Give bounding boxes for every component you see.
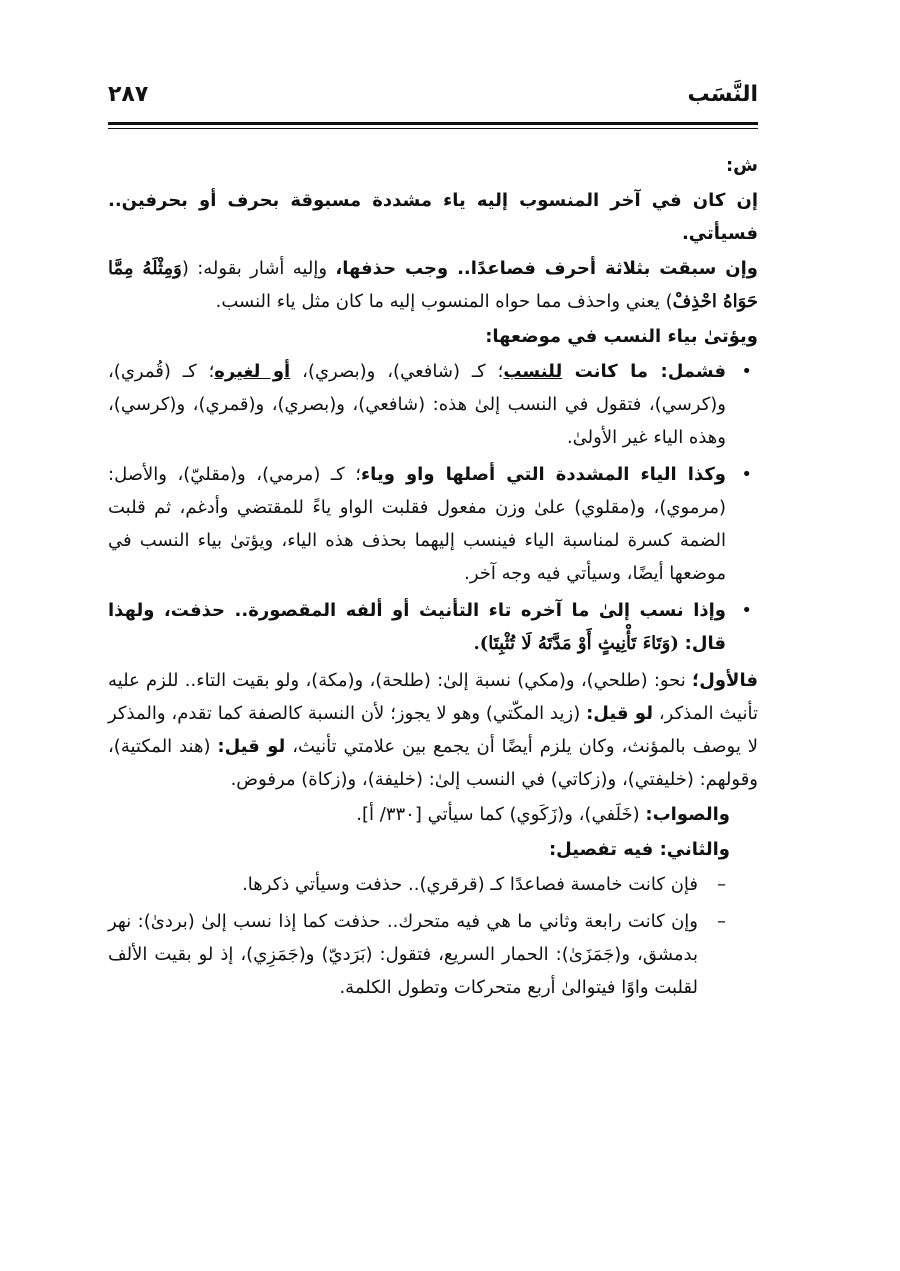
b1-e: ؛ كـ (قُمري)، و(كرسي)، فتقول في النسب إلىٰ هذه: (شافعي)، و(بصري)، و(قمري)، و(كرسي)، وهذه الياء غير الأولىٰ. [108,361,726,448]
bullet-item-2 [108,458,758,590]
b1-a: فشمل: ما كانت [562,361,726,382]
paragraph-4 [108,664,758,796]
p2-text2: ) يعني واحذف مما حواه المنسوب إليه ما كان مثل ياء النسب. [215,291,673,312]
dash-item-2: – وإن كانت رابعة وثاني ما هي فيه متحرك.. حذفت كما إذا نسب إلىٰ (بردىٰ): نهر بدمشق، و(جَمَزَىٰ): الحمار السريع، فتقول: (بَرَديّ) و(جَمَزِي)، إذ لو بقيت الألف لقلبت واوًا فيتوالىٰ أربع متحركات وتطول الكلمة. [108,905,730,1004]
p5-text: (خَلَفي)، و(زَكَوي) كما سيأتي [٣٣٠/ أ]. [356,804,646,825]
paragraph-2 [108,252,758,318]
p4-b: (زيد المكّتي) وهو لا يجوز؛ لأن النسبة كالصفة كما تقدم، والمذكر لا يوصف بالمؤنث، وكان يلزم أيضًا أن يجمع بين علامتي تأنيث، [108,703,758,757]
bullet-item-3 [108,594,758,660]
b2-bold: وكذا الياء المشددة التي أصلها واو وياء [360,464,726,485]
dash-item-1: – فإن كانت خامسة فصاعدًا كـ (قرقري).. حذفت وسيأتي ذكرها. [108,868,730,901]
p4-c-bold: لو قيل: [217,736,286,757]
p4-a-bold: فالأول؛ [692,670,758,691]
b1-b: للنسب [503,361,563,382]
b1-c: ؛ كـ (شافعي)، و(بصري)، [290,361,504,382]
paragraph-3: ويؤتىٰ بياء النسب في موضعها: [485,326,758,347]
page-header [108,78,758,120]
bullet-item-1 [108,355,758,454]
page-number: ٢٨٧ [108,82,149,107]
paragraph-6: والثاني: فيه تفصيل: [548,839,730,860]
b3-quote: (وَتَاءَ تَأْنِيثٍ أَوْ مَدَّتَهُ لَا تُثْبِتَا). [473,633,679,654]
page-body [108,149,758,1004]
p5-bold: والصواب: [645,804,730,825]
dash-list [108,868,758,1004]
b2-text: ؛ كـ (مرمي)، و(مقليّ)، والأصل: (مرموي)، و(مقلوي) علىٰ وزن مفعول فقلبت الواو ياءً للمقتضي وأدغم، ثم قلبت الضمة كسرة لمناسبة الياء فينسب إليهما بحذف هذه الياء، ويؤتىٰ بياء النسب في موضعها أيضًا، وسيأتي فيه وجه آخر. [108,464,726,584]
header-rule-thin [108,128,758,129]
p4-a: نحو: (طلحي)، و(مكي) نسبة إلىٰ: (طلحة)، و(مكة)، ولو بقيت التاء.. للزم عليه تأنيث المذكر، [108,670,758,724]
p2-text1: وإليه أشار بقوله: ( [181,258,336,279]
b1-d: أو لغيره [214,361,291,382]
sh-label: ش: [725,155,758,176]
paragraph-5 [108,798,758,831]
p2-bold: وإن سبقت بثلاثة أحرف فصاعدًا.. وجب حذفها، [335,258,758,279]
p4-c: (هند المكتية)، وقولهم: (خليفتي)، و(زكاتي) في النسب إلىٰ: (خليفة)، و(زكاة) مرفوض. [108,736,758,790]
book-page [108,78,758,1198]
b3-bold: وإذا نسب إلىٰ ما آخره تاء التأنيث أو ألفه المقصورة.. حذفت، ولهذا قال: [108,600,726,654]
header-rule-thick [108,122,758,125]
running-title: النَّسَب [687,82,758,107]
p2-quote: وَمِثْلَهُ مِمَّا حَوَاهُ احْذِفْ [108,258,758,312]
p4-b-bold: لو قيل: [586,703,653,724]
bullet-list [108,355,758,660]
paragraph-1: إن كان في آخر المنسوب إليه ياء مشددة مسبوقة بحرف أو بحرفين.. فسيأتي. [108,190,758,244]
